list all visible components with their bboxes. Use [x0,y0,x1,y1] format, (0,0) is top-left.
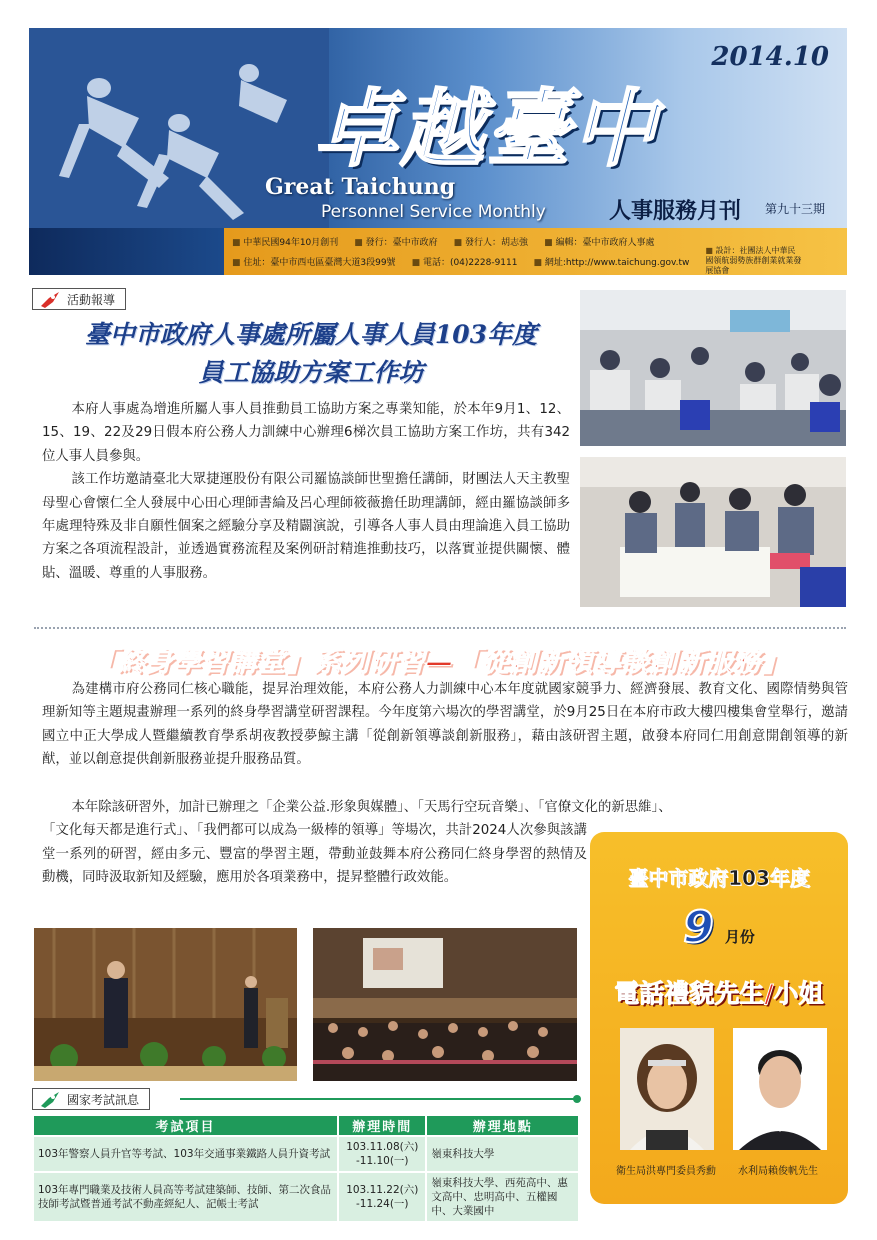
rocket-icon [39,290,61,308]
award-month-unit: 月份 [724,928,755,946]
info-phone: ■ 電話：(04)2228-9111 [412,255,518,268]
masthead [29,28,847,275]
info-issuer: ■ 發行人：胡志強 [454,235,528,248]
phone-courtesy-award-box [590,832,848,1204]
info-row-2 [232,246,839,275]
section-tag-activity [32,288,126,310]
lecture-photo-speaker [34,928,297,1081]
info-website[interactable]: ■ 網址:http://www.taichung.gov.tw [533,255,689,268]
table-row [34,1173,578,1221]
info-editor: ■ 編輯：臺中市政府人事處 [544,235,654,248]
rocket-icon [39,1090,61,1108]
article1-body [42,398,570,585]
award-heading: 臺中市政府103年度 [628,866,810,890]
article2-para1: 為建構市府公務同仁核心職能，提昇治理效能，本府公務人力訓練中心本年度就國家競爭力、經濟發展、教育文化、國際情勢與管理新知等主題規畫辦理一系列的終身學習講堂研習課程。今年度第六場次的學習講堂，於9月25日在本府市政大樓四樓集會堂舉行，邀請國立中正大學成人暨繼續教育學系胡夜教授夢鯨主講「從創新領導談創新服務」，藉由該研習主題，啟發本府同仁用創意開創領導的新猷，並以創意提供創新服務並提升服務品質。 [42,682,848,768]
exam-schedule-table [32,1114,580,1223]
article2-para2-rest: 「文化每天都是進行式」、「我們都可以成為一級棒的領導」等場次，共計2024人次參與該講堂一系列的研習，經由多元、豐富的學習主題，帶動並鼓舞本府公務同仁終身學習的熱情及動機，同時汲取新知及經驗，應用於各項業務中，提昇整體行政效能。 [42,823,587,886]
awardee-photo-left [620,1028,714,1150]
title-en-line1: Great Taichung [265,174,456,200]
awardee-caption-right: 水利局賴俊帆先生 [738,1166,818,1177]
section-tag-exam [32,1088,150,1110]
publication-info-bar [224,228,847,275]
issue-number: 第九十三期 [765,202,826,216]
col-header-time: 辦理時間 [339,1116,425,1135]
table-row [34,1137,578,1171]
col-header-place: 辦理地點 [427,1116,578,1135]
info-publisher: ■ 發行：臺中市政府 [354,235,437,248]
exam-item: 103年專門職業及技術人員高等考試建築師、技師、第二次食品技師考試暨普通考試不動產經紀人、記帳士考試 [34,1173,337,1221]
lecture-photo-audience [313,928,577,1081]
article2-para2 [42,796,672,890]
section-tag-label: 國家考試訊息 [67,1092,140,1107]
info-address: ■ 住址：臺中市西屯區臺灣大道3段99號 [232,255,396,268]
col-header-item: 考試項目 [34,1116,337,1135]
section-divider [34,627,846,629]
info-design-credit: ■ 設計：社團法人中華民國領航弱勢族群創業就業發展協會 [705,246,801,275]
award-month-number: 9 [683,902,714,953]
exam-item: 103年警察人員升官等考試、103年交通事業鐵路人員升資考試 [34,1137,337,1171]
exam-time: 103.11.08(六) -11.10(一) [339,1137,425,1171]
info-founded: ■ 中華民國94年10月創刊 [232,235,338,248]
article2-title: 「終身學習講堂」系列研習—「從創新領導談創新服務」 [90,647,790,678]
award-month [590,902,848,953]
article1-para1: 本府人事處為增進所屬人事人員推動員工協助方案之專業知能，於本年9月1、12、15、19、22及29日假本府公務人力訓練中心辦理6梯次員工協助方案工作坊，共有342位人事人員參與。 [42,402,570,464]
subtitle-zh: 人事服務月刊 [609,198,742,224]
title-en-line2: Personnel Service Monthly [321,202,546,222]
section-tag-label: 活動報導 [67,292,116,307]
exam-header-rule [180,1098,578,1100]
workshop-photo-2 [580,457,846,607]
article1-title [56,316,566,392]
article1-title-line2: 員工協助方案工作坊 [198,358,424,387]
issue-date: 2014.10 [711,42,829,72]
awardee-caption-left: 衛生局洪專門委員秀勳 [616,1166,716,1177]
workshop-photo-1 [580,290,846,446]
article2-para2-first-line: 本年除該研習外，加計已辦理之「企業公益.形象與媒體」、「天馬行空玩音樂」、「官僚文化的新思維」、 [71,800,672,815]
article1-title-line1: 臺中市政府人事處所屬人事人員103年度 [84,320,538,349]
exam-place: 嶺東科技大學、西苑高中、惠文高中、忠明高中、五權國中、大業國中 [427,1173,578,1221]
exam-place: 嶺東科技大學 [427,1137,578,1171]
awardee-photo-right [733,1028,827,1150]
article1-para2: 該工作坊邀請臺北大眾捷運股份有限公司羅協談師世聖擔任講師，財團法人天主教聖母聖心會懷仁全人發展中心田心理師書綸及呂心理師筱薇擔任助理講師，經由羅協談師多年處理特殊及非自願性個案之經驗分享及精闢演說，引導各人事人員由理論進入員工協助方案之各項流程設計，並透過實務流程及案例研討精進推動技巧，以落實並提供關懷、體貼、溫暖、尊重的人事服務。 [42,472,570,581]
publication-title: 卓越臺中 [314,80,659,178]
award-title: 電話禮貌先生/小姐 [614,979,824,1008]
exam-time: 103.11.22(六) -11.24(一) [339,1173,425,1221]
